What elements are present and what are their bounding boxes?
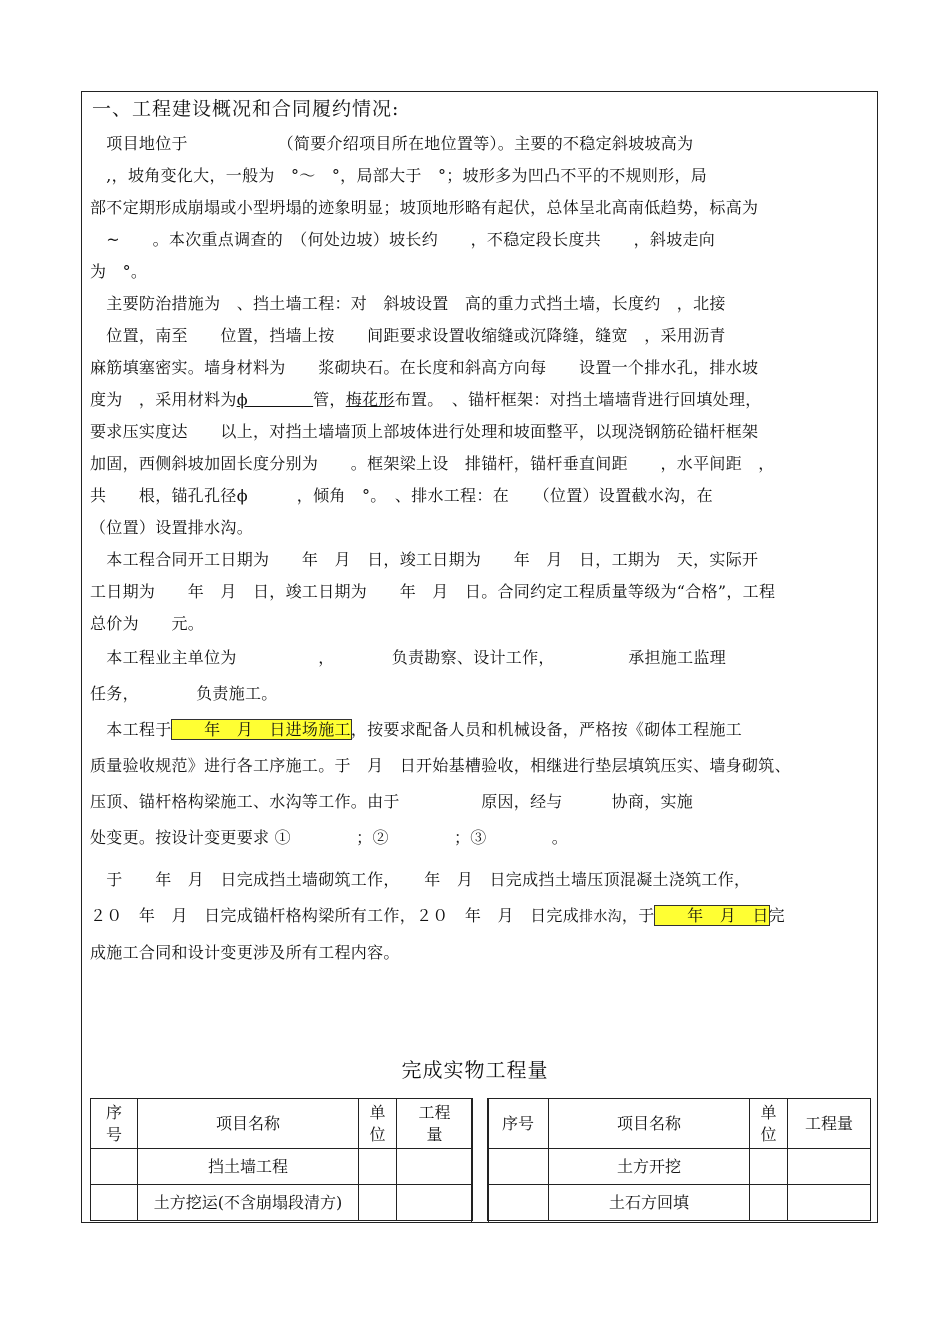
text-segment: 管，	[313, 390, 346, 409]
quantity-table-right	[487, 1098, 871, 1221]
text-line: 质量验收规范》进行各工序施工。于 月 日开始基槽验收，相继进行垫层填筑压实、墙身砌筑、	[90, 756, 791, 775]
text-segment: 布置。 、锚杆框架：对挡土墙墙背进行回填处理，	[394, 390, 762, 409]
cell-seq	[91, 1149, 138, 1185]
text-line: 为 °。	[90, 262, 148, 281]
cell-quantity	[788, 1185, 871, 1221]
cell-item-name: 挡土墙工程	[138, 1149, 359, 1185]
text-line: 总价为 元。	[90, 614, 205, 633]
cell-item-name: 土石方回填	[549, 1185, 750, 1221]
text-segment: ，按要求配备人员和机械设备，严格按《砌体工程施工	[350, 720, 743, 739]
highlighted-entry-date: 年 月 日进场施工	[171, 720, 351, 739]
text-line: 成施工合同和设计变更涉及所有工程内容。	[90, 943, 400, 962]
header-unit: 单位	[750, 1099, 788, 1149]
table-row	[488, 1149, 871, 1185]
text-segment: 完	[768, 906, 785, 925]
table-title: 完成实物工程量	[401, 1058, 549, 1082]
text-line: 要求压实度达 以上，对挡土墙墙顶上部坡体进行处理和坡面整平，以现浇钢筋砼锚杆框架	[90, 422, 759, 441]
text-line: ,，坡角变化大，一般为 °～ °，局部大于 °；坡形多为凹凸不平的不规则形，局	[90, 166, 708, 185]
header-seq: 序号	[91, 1099, 138, 1149]
paragraph-protection-measures	[90, 288, 870, 544]
text-line: 本工程合同开工日期为 年 月 日，竣工日期为 年 月 日，工期为 天，实际开	[90, 550, 759, 569]
text-line: 主要防治措施为 、挡土墙工程：对 斜坡设置 高的重力式挡土墙，长度约 ，北接	[90, 294, 726, 313]
table-row	[91, 1149, 473, 1185]
text-line: 任务， 负责施工。	[90, 684, 278, 703]
table-row	[91, 1185, 473, 1221]
cell-seq	[91, 1185, 138, 1221]
text-line: 麻筋填塞密实。墙身材料为 浆砌块石。在长度和斜高方向每 设置一个排水孔，排水坡	[90, 358, 759, 377]
cell-quantity	[788, 1149, 871, 1185]
table-header-row	[91, 1099, 473, 1149]
header-quantity: 工程量	[397, 1099, 473, 1149]
paragraph-site-overview	[90, 128, 870, 288]
text-segment: 度为 ，采用材料为	[90, 390, 237, 409]
section-heading: 一、工程建设概况和合同履约情况:	[92, 98, 400, 120]
table-row	[488, 1185, 871, 1221]
cell-unit	[359, 1185, 397, 1221]
text-line: 工日期为 年 月 日，竣工日期为 年 月 日。合同约定工程质量等级为“合格”，工程	[90, 582, 776, 601]
text-line	[90, 384, 870, 416]
quantity-table-left	[90, 1098, 473, 1221]
header-quantity: 工程量	[788, 1099, 871, 1149]
paragraph-participants	[90, 640, 870, 712]
header-item-name: 项目名称	[549, 1099, 750, 1149]
text-line: 共 根，锚孔孔径ϕ ，倾角 °。 、排水工程：在 （位置）设置截水沟，在	[90, 486, 713, 505]
text-line: ~ 。本次重点调查的 （何处边坡）坡长约 ，不稳定段长度共 ，斜坡走向	[90, 230, 716, 249]
text-line: 处变更。按设计变更要求 ① ；② ；③ 。	[90, 828, 569, 847]
header-item-name: 项目名称	[138, 1099, 359, 1149]
text-line: （位置）设置排水沟。	[90, 518, 254, 537]
cell-item-name: 土方开挖	[549, 1149, 750, 1185]
header-seq: 序号	[488, 1099, 549, 1149]
paragraph-completion	[90, 862, 870, 971]
cell-item-name: 土方挖运(不含崩塌段清方)	[138, 1185, 359, 1221]
text-line: 部不定期形成崩塌或小型坍塌的迹象明显；坡顶地形略有起伏，总体呈北高南低趋势，标高为	[90, 198, 759, 217]
paragraph-construction-process	[90, 712, 870, 856]
cell-seq	[488, 1185, 549, 1221]
pipe-diameter-blank: ϕ	[236, 390, 314, 409]
text-line: 位置，南至 位置，挡墙上按 间距要求设置收缩缝或沉降缝，缝宽 ，采用沥青	[90, 326, 726, 345]
text-segment: 排水沟	[579, 909, 622, 925]
cell-quantity	[397, 1185, 473, 1221]
text-line	[90, 898, 870, 935]
paragraph-contract-dates	[90, 544, 870, 640]
cell-unit	[750, 1149, 788, 1185]
highlighted-completion-date: 年 月 日	[654, 906, 769, 925]
pattern-text: 梅花形	[345, 390, 395, 409]
header-unit: 单位	[359, 1099, 397, 1149]
text-segment: 本工程于	[90, 720, 172, 739]
table-header-row	[488, 1099, 871, 1149]
text-segment: ２０ 年 月 日完成锚杆格构梁所有工作，２０ 年 月 日完成	[90, 906, 580, 925]
cell-unit	[359, 1149, 397, 1185]
text-line: 于 年 月 日完成挡土墙砌筑工作， 年 月 日完成挡土墙压顶混凝土浇筑工作，	[90, 870, 751, 889]
cell-quantity	[397, 1149, 473, 1185]
cell-unit	[750, 1185, 788, 1221]
cell-seq	[488, 1149, 549, 1185]
text-line: 项目地位于 （简要介绍项目所在地位置等）。主要的不稳定斜坡坡高为	[90, 134, 694, 153]
text-segment: ，于	[621, 906, 655, 925]
text-line: 本工程业主单位为 ， 负责勘察、设计工作， 承担施工监理	[90, 648, 727, 667]
text-line: 压顶、锚杆格构梁施工、水沟等工作。由于 原因，经与 协商，实施	[90, 792, 694, 811]
text-line: 加固，西侧斜坡加固长度分别为 。框架梁上设 排锚杆，锚杆垂直间距 ，水平间距 ，	[90, 454, 775, 473]
text-line	[90, 712, 870, 748]
